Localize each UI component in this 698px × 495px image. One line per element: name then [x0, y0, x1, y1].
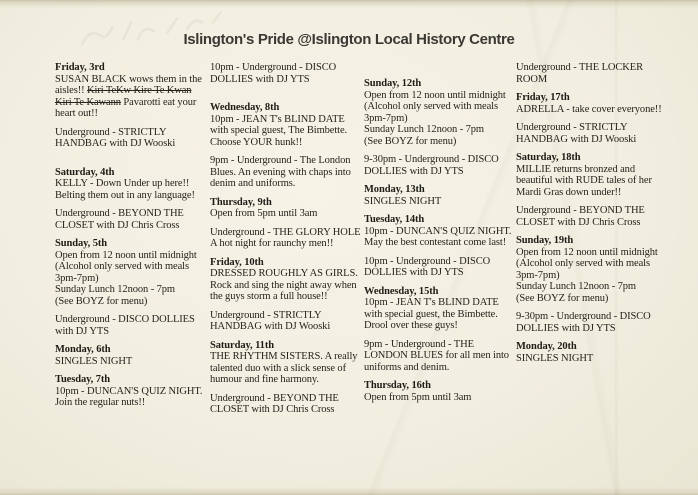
text-segment: HANDBAG with DJ Wooski: [210, 321, 331, 332]
text-segment: LONDON BLUES for all men into: [364, 350, 509, 361]
venue-listing: [210, 393, 360, 416]
text-segment: Drool over these guys!: [364, 320, 458, 331]
text-line: [55, 397, 202, 409]
event-entry: [516, 92, 662, 115]
event-column: [364, 78, 511, 403]
text-line: [364, 297, 511, 309]
text-line: [516, 311, 662, 323]
event-entry: [55, 62, 202, 120]
text-line: [364, 362, 511, 374]
text-segment: Open from 5pm until 3am: [210, 208, 318, 219]
text-line: [210, 363, 360, 375]
text-segment: (See BOYZ for menu): [364, 135, 457, 147]
event-entry: [364, 380, 511, 403]
text-line: [55, 74, 202, 86]
text-segment: CLOSET with DJ Chris Cross: [210, 404, 335, 415]
event-entry: [210, 340, 360, 386]
text-segment: 10pm - Underground - DISCO: [210, 62, 337, 73]
date-heading: Tuesday, 14th: [364, 214, 425, 225]
text-line: [55, 208, 202, 220]
event-entry: [516, 152, 662, 198]
text-segment: (Alcohol only served with meals: [516, 258, 650, 269]
text-line: [516, 104, 662, 116]
text-segment: (Alcohol only served with meals: [55, 261, 189, 272]
text-line: [516, 134, 662, 146]
text-line: [210, 155, 360, 167]
text-segment: Underground - BEYOND THE: [210, 392, 339, 404]
text-line: [516, 205, 662, 217]
text-line: [364, 166, 511, 178]
text-segment: DOLLIES with DJ YTS: [516, 322, 616, 334]
text-segment: SINGLES NIGHT: [55, 355, 133, 367]
text-segment: MILLIE returns bronzed and: [516, 163, 635, 175]
text-segment: A hot night for raunchy men!!: [210, 238, 334, 249]
text-segment: 3pm-7pm): [55, 272, 99, 284]
venue-listing: [516, 62, 662, 85]
event-entry: [364, 184, 511, 207]
event-entry: [55, 167, 202, 202]
text-segment: the guys storm a full house!!: [210, 291, 328, 302]
text-line: [55, 220, 202, 232]
text-segment: 9-30pm - Underground - DISCO: [364, 154, 499, 165]
text-line: [55, 284, 202, 296]
date-heading: Sunday, 19th: [516, 235, 574, 246]
event-column: [516, 62, 662, 364]
text-segment: denim and uniforms.: [210, 178, 296, 189]
date-heading: Monday, 20th: [516, 341, 577, 352]
text-line: [210, 321, 360, 333]
date-heading: Friday, 10th: [210, 256, 264, 268]
text-segment: HANDBAG with DJ Wooski: [516, 133, 637, 145]
text-line: [210, 167, 360, 179]
venue-listing: [364, 339, 511, 374]
text-segment: Choose YOUR hunk!!: [210, 136, 303, 148]
text-segment: Sunday Lunch 12noon - 7pm: [364, 124, 484, 135]
text-line: [55, 386, 202, 398]
text-line: [210, 125, 360, 137]
text-line: [364, 113, 511, 125]
text-segment: CLOSET with DJ Chris Cross: [55, 219, 180, 231]
text-line: [364, 196, 511, 208]
text-segment: THE RHYTHM SISTERS. A really: [210, 351, 358, 362]
venue-listing: [516, 122, 662, 145]
text-segment: with DJ YTS: [55, 325, 109, 337]
text-segment: Underground - STRICTLY: [516, 122, 628, 133]
text-line: [55, 85, 202, 97]
date-heading: Monday, 6th: [55, 344, 111, 355]
text-line: [210, 74, 360, 86]
text-line: [55, 97, 202, 109]
date-heading: Wednesday, 8th: [210, 102, 280, 113]
text-segment: 10pm - Underground - DISCO: [364, 255, 491, 267]
text-segment: talented duo with a slick sense of: [210, 362, 346, 374]
event-entry: [210, 102, 360, 148]
date-heading: Monday, 13th: [364, 184, 425, 195]
date-heading: Sunday, 12th: [364, 78, 422, 89]
text-segment: with special guest, the Bimbette.: [364, 308, 498, 320]
text-line: [210, 62, 360, 74]
text-line: [364, 339, 511, 351]
date-heading: Thursday, 16th: [364, 380, 431, 391]
text-line: [210, 291, 360, 303]
text-line: [516, 62, 662, 74]
text-line: [55, 261, 202, 273]
event-column: [210, 62, 360, 416]
text-line: [516, 187, 662, 199]
text-line: [55, 250, 202, 262]
text-segment: humour and fine harmony.: [210, 374, 319, 385]
text-line: [516, 353, 662, 365]
venue-listing: [55, 208, 202, 231]
date-heading: Tuesday, 7th: [55, 374, 111, 385]
text-segment: Underground - BEYOND THE: [55, 208, 184, 219]
text-segment: 10pm - DUNCAN'S QUIZ NIGHT.: [55, 385, 203, 397]
date-heading: Saturday, 11th: [210, 339, 274, 351]
date-heading: Sunday, 5th: [55, 238, 108, 249]
text-line: [516, 247, 662, 259]
event-entry: [516, 341, 662, 364]
text-segment: DRESSED ROUGHLY AS GIRLS.: [210, 268, 358, 279]
text-segment: Mardi Gras down under!!: [516, 186, 622, 198]
text-line: [210, 137, 360, 149]
text-segment: Underground - BEYOND THE: [516, 205, 645, 216]
text-line: [210, 238, 360, 250]
date-heading: Saturday, 4th: [55, 166, 115, 178]
text-line: [516, 217, 662, 229]
text-line: [516, 164, 662, 176]
text-segment: heart out!!: [55, 108, 98, 119]
text-line: [55, 273, 202, 285]
venue-listing: [55, 314, 202, 337]
text-segment: Open from 5pm until 3am: [364, 391, 472, 403]
text-segment: Sunday Lunch 12noon - 7pm: [516, 281, 636, 292]
text-segment: 9-30pm - Underground - DISCO: [516, 311, 651, 322]
text-segment: uniforms and denim.: [364, 361, 450, 373]
text-segment: Pavarotti eat your: [120, 96, 197, 108]
text-segment: May the best contestant come last!: [364, 237, 507, 248]
text-line: [364, 256, 511, 268]
venue-listing: [210, 62, 360, 85]
text-segment: Open from 12 noon until midnight: [55, 249, 197, 261]
text-segment: 3pm-7pm): [364, 112, 408, 124]
text-segment: 10pm - JEAN T's BLIND DATE: [210, 113, 345, 125]
event-entry: [55, 238, 202, 307]
text-segment: DOLLIES with DJ YTS: [210, 73, 310, 85]
text-segment: 10pm - JEAN T's BLIND DATE: [364, 297, 499, 308]
event-entry: [364, 78, 511, 147]
date-heading: Friday, 3rd: [55, 62, 105, 73]
text-line: [516, 293, 662, 305]
text-line: [364, 90, 511, 102]
text-segment: beautiful with RUDE tales of her: [516, 175, 652, 186]
event-entry: [55, 374, 202, 409]
text-segment: DOLLIES with DJ YTS: [364, 267, 464, 278]
event-column: [55, 62, 202, 409]
venue-listing: [516, 311, 662, 334]
text-segment: (See BOYZ for menu): [55, 295, 148, 307]
text-segment: Underground - STRICTLY: [210, 309, 322, 321]
text-segment: ROOM: [516, 73, 548, 85]
text-line: [516, 270, 662, 282]
text-line: [210, 227, 360, 239]
text-segment: (Alcohol only served with meals: [364, 101, 498, 112]
text-line: [55, 138, 202, 150]
text-segment: 9pm - Underground - THE: [364, 338, 474, 350]
text-segment: DOLLIES with DJ YTS: [364, 165, 464, 177]
text-segment: Blues. An evening with chaps into: [210, 166, 351, 178]
text-line: [364, 124, 511, 136]
text-line: [210, 268, 360, 280]
text-segment: Open from 12 noon until midnight: [364, 89, 506, 101]
text-segment: Open from 12 noon until midnight: [516, 246, 658, 258]
venue-listing: [516, 205, 662, 228]
text-segment: CLOSET with DJ Chris Cross: [516, 216, 641, 228]
text-line: [210, 208, 360, 220]
text-segment: (See BOYZ for menu): [516, 292, 609, 304]
text-segment: 10pm - DUNCAN'S QUIZ NIGHT.: [364, 225, 512, 237]
text-segment: Sunday Lunch 12noon - 7pm: [55, 284, 175, 295]
venue-listing: [364, 154, 511, 177]
text-segment: Underground - STRICTLY: [55, 126, 167, 138]
struck-text: Kiri TeKw Kire Te Kwan: [87, 85, 192, 96]
text-line: [364, 309, 511, 321]
text-line: [210, 404, 360, 416]
text-line: [364, 136, 511, 148]
text-line: [516, 74, 662, 86]
text-segment: SUSAN BLACK wows them in the: [55, 73, 202, 85]
text-line: [516, 122, 662, 134]
text-line: [210, 351, 360, 363]
text-segment: with special guest, The Bimbette.: [210, 125, 348, 136]
text-segment: 3pm-7pm): [516, 269, 560, 281]
text-line: [55, 127, 202, 139]
venue-listing: [55, 127, 202, 150]
text-segment: 9pm - Underground - The London: [210, 155, 351, 166]
text-line: [364, 237, 511, 249]
text-segment: Join the regular nuts!!: [55, 397, 146, 408]
venue-listing: [210, 310, 360, 333]
text-segment: SINGLES NIGHT: [364, 195, 442, 207]
text-line: [55, 296, 202, 308]
text-segment: HANDBAG with DJ Wooski: [55, 138, 176, 149]
text-line: [210, 178, 360, 190]
text-line: [364, 350, 511, 362]
text-line: [55, 190, 202, 202]
struck-text: Kiri Te Kawann: [55, 96, 121, 108]
venue-listing: [364, 256, 511, 279]
text-segment: aisles!!: [55, 85, 88, 96]
text-line: [210, 114, 360, 126]
text-line: [55, 108, 202, 120]
event-entry: [55, 344, 202, 367]
text-line: [364, 154, 511, 166]
venue-listing: [210, 155, 360, 190]
page-title: Islington's Pride @Islington Local History Centre: [183, 31, 515, 48]
text-line: [55, 326, 202, 338]
text-line: [210, 393, 360, 405]
text-line: [516, 323, 662, 335]
text-line: [364, 101, 511, 113]
text-line: [364, 267, 511, 279]
text-segment: Rock and sing the night away when: [210, 279, 357, 291]
venue-listing: [210, 227, 360, 250]
text-segment: Underground - THE LOCKER: [516, 62, 643, 73]
text-segment: KELLY - Down Under up here!!: [55, 178, 190, 189]
text-segment: Underground - THE GLORY HOLE: [210, 226, 361, 238]
text-line: [516, 258, 662, 270]
text-line: [55, 356, 202, 368]
text-segment: Underground - DISCO DOLLIES: [55, 314, 195, 325]
text-line: [210, 310, 360, 322]
text-line: [210, 280, 360, 292]
text-segment: SINGLES NIGHT: [516, 352, 594, 364]
date-heading: Friday, 17th: [516, 92, 570, 103]
date-heading: Thursday, 9th: [210, 196, 272, 208]
text-line: [516, 281, 662, 293]
event-entry: [210, 197, 360, 220]
text-line: [364, 320, 511, 332]
event-entry: [210, 257, 360, 303]
text-segment: Belting them out in any language!: [55, 189, 195, 201]
date-heading: Saturday, 18th: [516, 152, 581, 163]
text-line: [55, 178, 202, 190]
event-entry: [364, 286, 511, 332]
date-heading: Wednesday, 15th: [364, 285, 439, 297]
text-line: [516, 175, 662, 187]
text-line: [55, 314, 202, 326]
text-line: [210, 374, 360, 386]
event-entry: [364, 214, 511, 249]
text-line: [364, 226, 511, 238]
text-line: [364, 392, 511, 404]
event-entry: [516, 235, 662, 304]
text-segment: ADRELLA - take cover everyone!!: [516, 103, 662, 115]
